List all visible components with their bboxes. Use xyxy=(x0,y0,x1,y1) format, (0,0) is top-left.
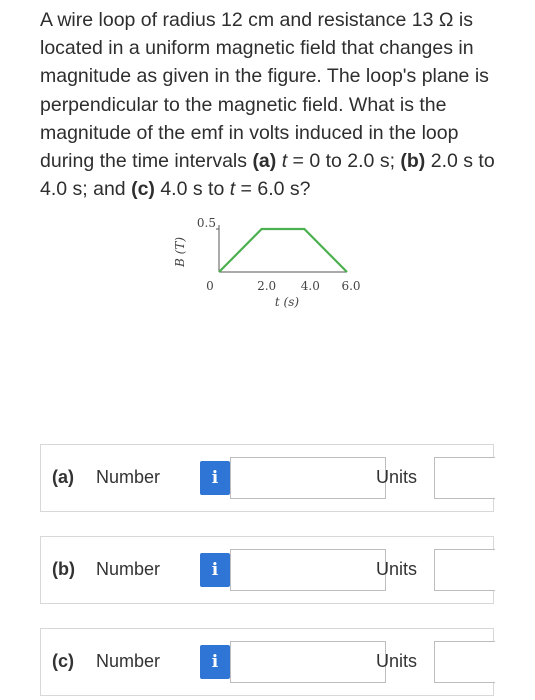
x-tick-label: 2.0 xyxy=(257,279,277,293)
y-axis-label: B (T) xyxy=(173,237,187,267)
answer-row-b xyxy=(40,536,494,604)
x-tick-label: 0 xyxy=(206,279,214,293)
number-label: Number xyxy=(96,559,161,579)
units-label: Units xyxy=(376,467,418,487)
question-text xyxy=(40,6,510,203)
units-label: Units xyxy=(376,559,418,579)
y-tick-label: 0.5 xyxy=(196,216,216,230)
x-tick-label: 6.0 xyxy=(341,279,361,293)
x-axis-label: t (s) xyxy=(274,295,300,309)
number-input[interactable] xyxy=(230,457,386,499)
part-b-ref: (b) xyxy=(400,150,426,173)
units-select[interactable] xyxy=(434,457,495,499)
number-label: Number xyxy=(96,651,161,671)
info-icon[interactable]: i xyxy=(200,645,230,679)
number-input[interactable] xyxy=(230,549,386,591)
units-select[interactable] xyxy=(434,549,495,591)
answer-row-a xyxy=(40,444,494,512)
time-variable: t xyxy=(229,178,236,201)
part-label: (c) xyxy=(52,651,74,671)
question-part: = 6.0 s? xyxy=(235,178,311,201)
number-input[interactable] xyxy=(230,641,386,683)
part-a-ref: (a) xyxy=(252,150,277,173)
info-icon[interactable]: i xyxy=(200,553,230,587)
part-label: (b) xyxy=(52,559,75,579)
b-vs-t-graph xyxy=(160,212,390,322)
question-part: A wire loop of radius 12 cm and resistance 13 Ω is located in a uniform magnetic field that changes in magnitude as given in the figure. The loop's plane is perpendicular to the magnetic field. What is the magnitude of the emf in volts induced in the loop during the time intervals xyxy=(40,9,489,173)
part-c-ref: (c) xyxy=(131,178,155,201)
part-label: (a) xyxy=(52,467,74,487)
info-icon[interactable]: i xyxy=(200,461,230,495)
number-label: Number xyxy=(96,467,161,487)
question-part: 2.0 s to 4.0 s; and xyxy=(40,150,495,201)
series-line xyxy=(219,229,347,272)
answer-row-c xyxy=(40,628,494,696)
question-part: 4.0 s to xyxy=(154,178,230,201)
units-label: Units xyxy=(376,651,418,671)
x-tick-label: 4.0 xyxy=(300,279,320,293)
question-part: t = 0 to 2.0 s; xyxy=(281,150,401,173)
units-select[interactable] xyxy=(434,641,495,683)
